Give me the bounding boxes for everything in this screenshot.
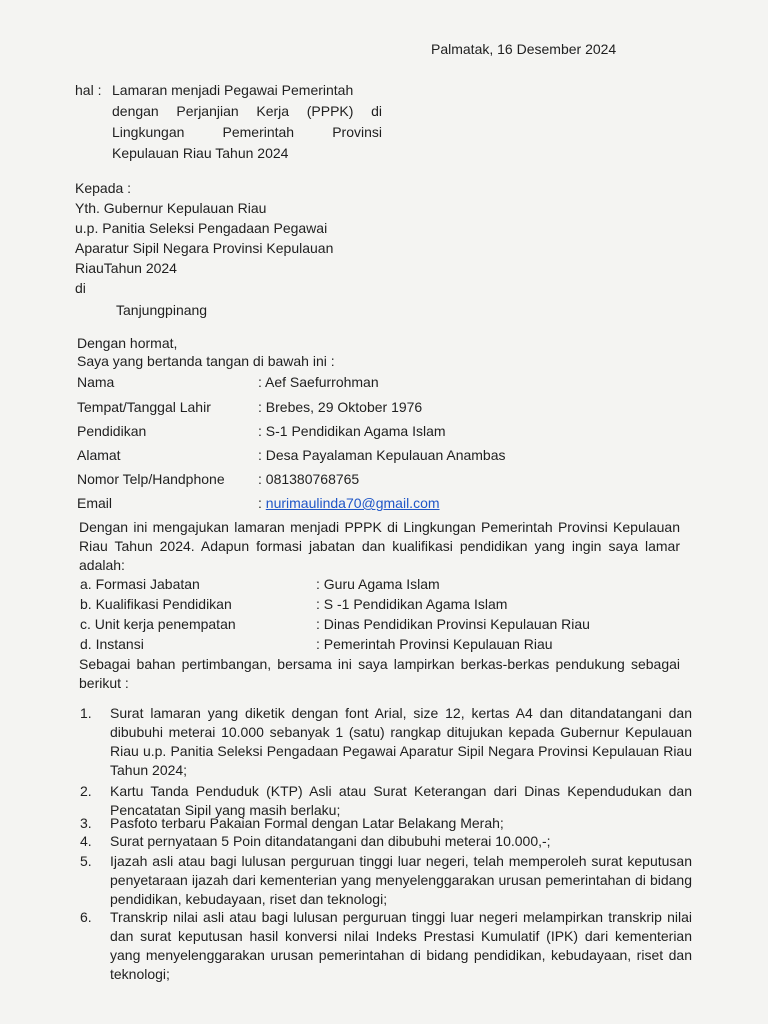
subject-text xyxy=(112,80,382,164)
form-label: c. Unit kerja penempatan xyxy=(80,616,236,632)
list-number: 6. xyxy=(80,909,92,925)
addressee-block xyxy=(75,178,333,320)
email-colon: : xyxy=(258,495,266,511)
info-label: Alamat xyxy=(77,447,121,463)
date-line: Palmatak, 16 Desember 2024 xyxy=(431,41,617,57)
subject-line: Lingkungan Pemerintah Provinsi xyxy=(112,124,382,140)
info-value: : S-1 Pendidikan Agama Islam xyxy=(258,423,446,439)
list-text: Pasfoto terbaru Pakaian Formal dengan Latar Belakang Merah; xyxy=(110,815,504,831)
form-label: a. Formasi Jabatan xyxy=(80,576,200,592)
info-label: Nomor Telp/Handphone xyxy=(77,471,225,487)
info-value: : Brebes, 29 Oktober 1976 xyxy=(258,399,423,415)
list-text: Ijazah asli atau bagi lulusan perguruan tinggi luar negeri, telah memperoleh surat keputusan penyetaraan ijazah dari kementerian yang menyelenggarakan urusan pemerintahan di bidang pendidikan, kebudayaan, riset dan teknologi; xyxy=(110,853,692,907)
subject-line: dengan Perjanjian Kerja (PPPK) di xyxy=(112,103,382,119)
list-number: 3. xyxy=(80,815,92,831)
list-text: Surat pernyataan 5 Poin ditandatangani dan dibubuhi meterai 10.000,-; xyxy=(110,833,551,849)
addressee-line: di xyxy=(75,280,86,296)
info-label: Nama xyxy=(77,374,115,390)
list-number: 5. xyxy=(80,853,92,869)
info-value: : 081380768765 xyxy=(258,471,360,487)
form-row xyxy=(80,636,553,652)
email-label: Email xyxy=(77,495,113,511)
list-number: 2. xyxy=(80,783,92,799)
form-label: b. Kualifikasi Pendidikan xyxy=(80,596,232,612)
subject-line: Kepulauan Riau Tahun 2024 xyxy=(112,145,289,161)
email-value xyxy=(258,495,440,511)
form-label: d. Instansi xyxy=(80,636,144,652)
list-text: Surat lamaran yang diketik dengan font Arial, size 12, kertas A4 dan ditandatangani dan dibubuhi meterai 10.000 sebanyak 1 (satu) rangkap ditujukan kepada Gubernur Kepulauan Riau u.p. Panitia Seleksi Pengadaan Pegawai Aparatur Sipil Negara Provinsi Kepulauan Riau Tahun 2024; xyxy=(110,705,692,778)
form-value: : Pemerintah Provinsi Kepulauan Riau xyxy=(316,636,553,652)
form-row xyxy=(80,616,590,632)
consideration-paragraph: Sebagai bahan pertimbangan, bersama ini saya lampirkan berkas-berkas pendukung sebagai berikut : xyxy=(79,656,680,691)
application-paragraph: Dengan ini mengajukan lamaran menjadi PPPK di Lingkungan Pemerintah Provinsi Kepulauan Riau Tahun 2024. Adapun formasi jabatan dan kualifikasi pendidikan yang ingin saya lamar adalah: xyxy=(79,519,680,573)
addressee-line: Yth. Gubernur Kepulauan Riau xyxy=(75,200,267,216)
list-number: 1. xyxy=(80,705,92,721)
subject-label: hal : xyxy=(75,82,102,98)
info-label: Tempat/Tanggal Lahir xyxy=(77,399,211,415)
info-value: : Desa Payalaman Kepulauan Anambas xyxy=(258,447,506,463)
greeting-block xyxy=(77,334,335,370)
list-text: Kartu Tanda Penduduk (KTP) Asli atau Surat Keterangan dari Dinas Kependudukan dan Pencatatan Sipil yang masih berlaku; xyxy=(110,783,692,818)
form-value: : S -1 Pendidikan Agama Islam xyxy=(316,596,508,612)
email-link[interactable]: nurimaulinda70@gmail.com xyxy=(265,495,440,511)
kepada-label: Kepada : xyxy=(75,180,132,196)
info-value: : Aef Saefurrohman xyxy=(258,374,379,390)
greeting: Dengan hormat, xyxy=(77,335,178,351)
form-row xyxy=(80,576,440,592)
subject-line: Lamaran menjadi Pegawai Pemerintah xyxy=(112,82,354,98)
form-value: : Guru Agama Islam xyxy=(316,576,440,592)
list-number: 4. xyxy=(80,833,92,849)
info-label: Pendidikan xyxy=(77,423,147,439)
intro-line: Saya yang bertanda tangan di bawah ini : xyxy=(77,353,335,369)
list-text: Transkrip nilai asli atau bagi lulusan perguruan tinggi luar negeri melampirkan transkrip nilai dan surat keputusan hasil konversi nilai Indeks Prestasi Kumulatif (IPK) dari kementerian yang menyelenggarakan urusan pemerintahan di bidang pendidikan, kebudayaan, riset dan teknologi; xyxy=(110,909,692,982)
addressee-line: Aparatur Sipil Negara Provinsi Kepulauan xyxy=(75,240,334,256)
addressee-line: RiauTahun 2024 xyxy=(75,260,177,276)
addressee-line: u.p. Panitia Seleksi Pengadaan Pegawai xyxy=(75,220,328,236)
form-row xyxy=(80,596,508,612)
addressee-place: Tanjungpinang xyxy=(116,302,208,318)
form-value: : Dinas Pendidikan Provinsi Kepulauan Riau xyxy=(316,616,590,632)
